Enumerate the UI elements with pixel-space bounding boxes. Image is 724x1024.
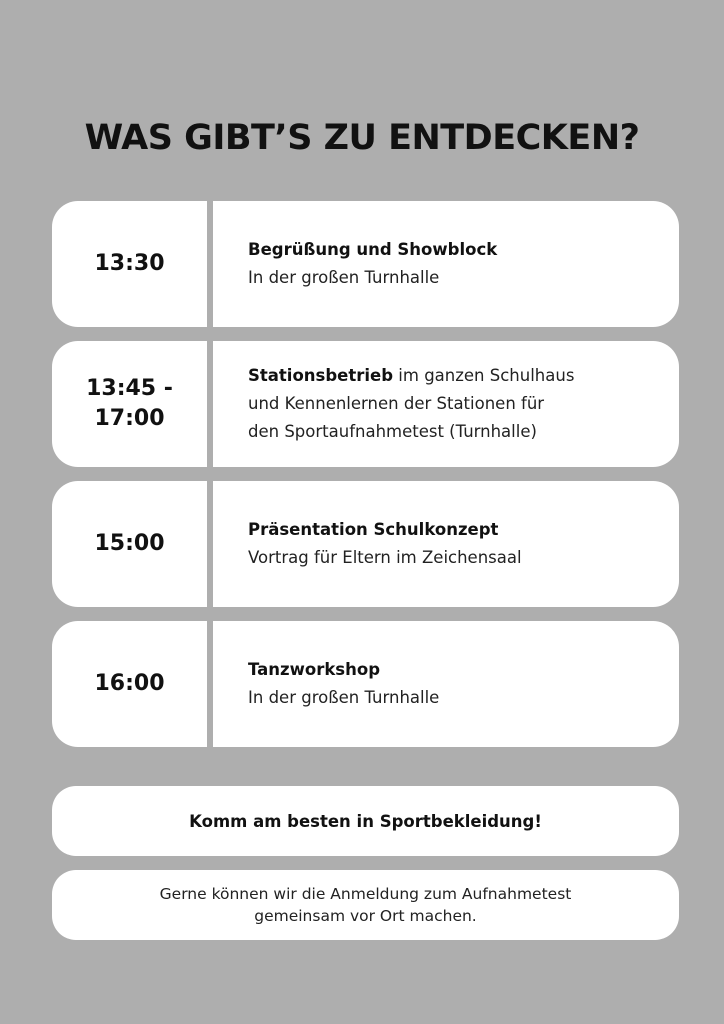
page-title: WAS GIBT’S ZU ENTDECKEN? [84,118,640,158]
event-title: Begrüßung und Showblock [248,240,498,259]
event-title: Stationsbetrieb [248,366,394,385]
event-line [248,544,659,572]
event-line [248,516,659,544]
event-description: und Kennenlernen der Stationen für [248,394,545,413]
event-card [213,481,679,607]
schedule-row [52,621,679,747]
event-line [248,684,659,712]
schedule-row [52,481,679,607]
event-card [213,201,679,327]
time-label: 13:30 [94,251,165,276]
event-line [248,656,659,684]
event-description: den Sportaufnahmetest (Turnhalle) [248,422,537,441]
event-description: In der großen Turnhalle [248,268,440,287]
time-card [52,341,207,467]
schedule-row [52,201,679,327]
time-label: 16:00 [94,671,165,696]
time-label: 13:45 - 17:00 [86,376,173,431]
event-title: Präsentation Schulkonzept [248,520,499,539]
registration-note-box [52,870,679,940]
event-line [248,418,659,446]
schedule-row [52,341,679,467]
time-card [52,481,207,607]
time-label: 15:00 [94,531,165,556]
time-card [52,201,207,327]
event-description: Vortrag für Eltern im Zeichensaal [248,548,522,567]
time-card [52,621,207,747]
event-card [213,621,679,747]
registration-note: Gerne können wir die Anmeldung zum Aufnahmetest gemeinsam vor Ort machen. [159,885,572,925]
event-description: In der großen Turnhalle [248,688,440,707]
clothing-note: Komm am besten in Sportbekleidung! [189,811,542,831]
event-line [248,362,659,390]
event-line [248,264,659,292]
event-line [248,236,659,264]
clothing-note-box [52,786,679,856]
event-title: Tanzworkshop [248,660,381,679]
event-line [248,390,659,418]
event-description: im ganzen Schulhaus [393,366,575,385]
event-card [213,341,679,467]
